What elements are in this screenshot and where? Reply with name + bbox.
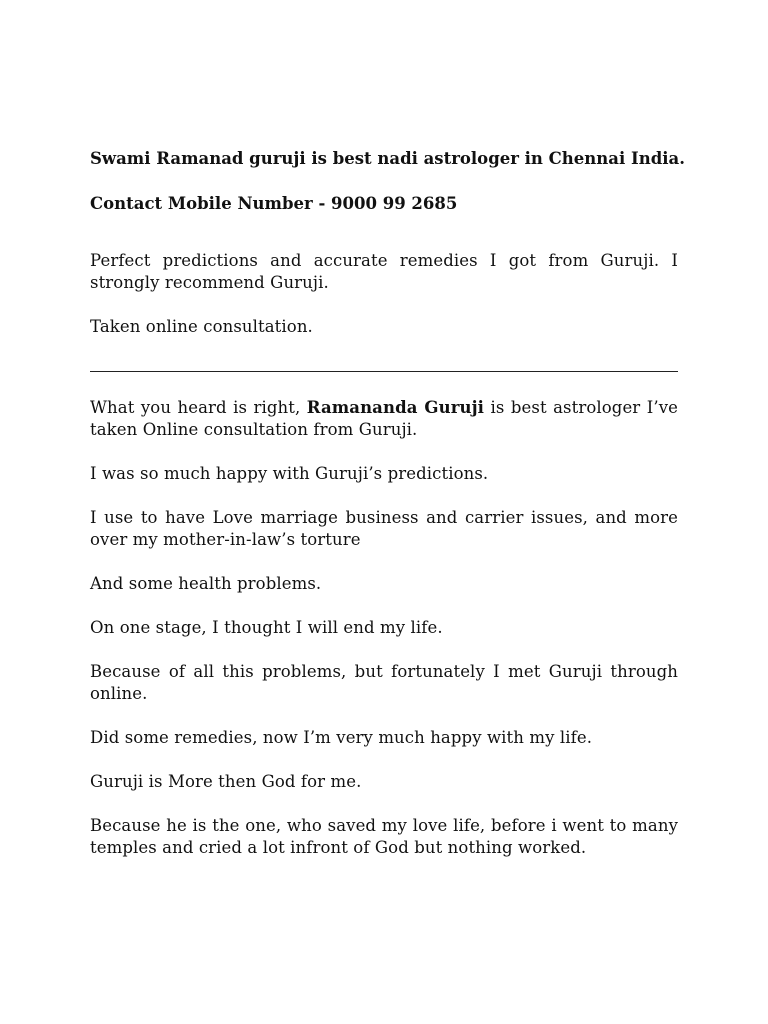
review2-paragraph-3: I use to have Love marriage business and carrier issues, and more over my mother-in-law’s torture: [90, 508, 678, 549]
review2-paragraph-1: [90, 397, 678, 441]
review2-intro-rest: is best astrologer I’ve taken Online consultation from Guruji.: [90, 398, 678, 439]
review2-paragraph-4: And some health problems.: [90, 574, 322, 593]
guruji-name: Ramananda Guruji: [306, 398, 485, 417]
title-heading: Swami Ramanad guruji is best nadi astrologer in Chennai India.: [90, 149, 685, 168]
review2-paragraph-6: Because of all this problems, but fortunately I met Guruji through online.: [90, 662, 678, 703]
document-page: [90, 148, 685, 859]
review2-paragraph-7: Did some remedies, now I’m very much happy with my life.: [90, 728, 593, 747]
review2-paragraph-5: On one stage, I thought I will end my life.: [90, 618, 443, 637]
review1-paragraph-1: Perfect predictions and accurate remedies I got from Guruji. I strongly recommend Guruji.: [90, 251, 678, 292]
review2-intro-text: What you heard is right,: [90, 398, 307, 417]
review2-paragraph-9: Because he is the one, who saved my love life, before i went to many temples and cried a lot infront of God but nothing worked.: [90, 816, 678, 857]
review2-paragraph-2: I was so much happy with Guruji’s predictions.: [90, 464, 489, 483]
review2-paragraph-8: Guruji is More then God for me.: [90, 772, 362, 791]
contact-heading: Contact Mobile Number - 9000 99 2685: [90, 194, 458, 213]
section-divider: [90, 371, 678, 372]
review1-paragraph-2: Taken online consultation.: [90, 317, 313, 336]
